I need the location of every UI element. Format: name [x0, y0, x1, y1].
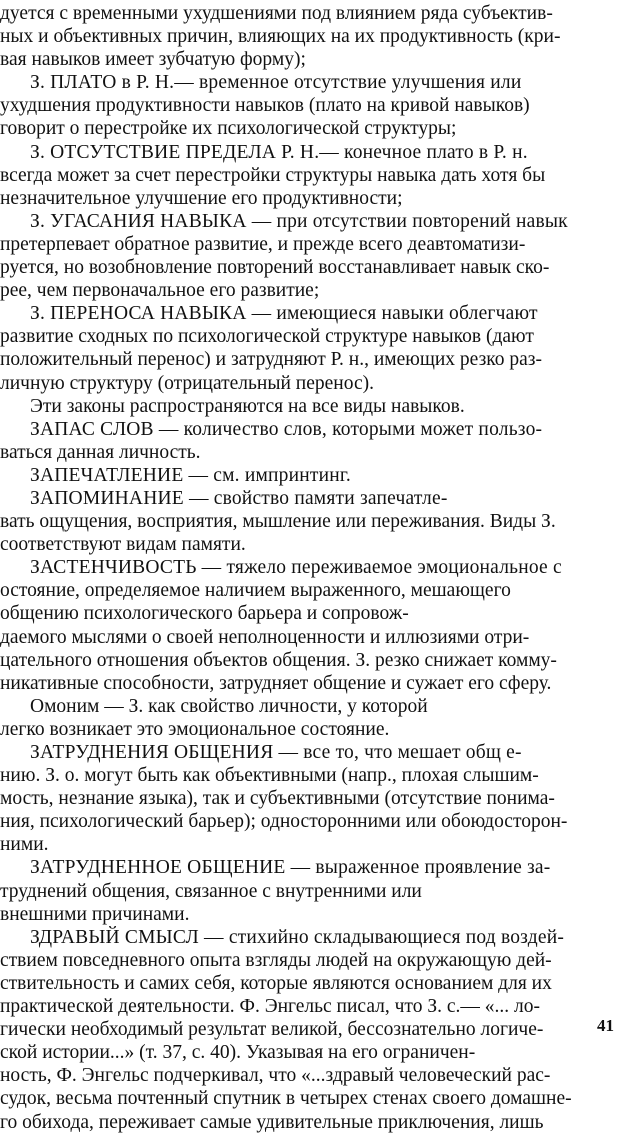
entry-heading-line: З. УГАСАНИЯ НАВЫКА — при отсутствии повторений навык	[30, 210, 568, 232]
text-line: мость, незнание языка), так и субъективными (отсутствие понима-	[0, 788, 555, 810]
text-line: общению психологического барьера и сопровож-	[0, 603, 409, 625]
entry-heading-line: З. ПЕРЕНОСА НАВЫКА — имеющиеся навыки облегчают	[30, 303, 538, 325]
text-line: развитие сходных по психологической структуре навыков (дают	[0, 326, 534, 348]
text-line: труднений общения, связанное с внутренними или	[0, 880, 422, 902]
text-line: претерпевает обратное развитие, и прежде всего деавтоматизи-	[0, 233, 526, 255]
text-line: ваться данная личность.	[0, 441, 201, 463]
text-line: руется, но возобновление повторений восстанавливает навык ско-	[0, 257, 550, 279]
text-line: Омоним — З. как свойство личности, у которой	[30, 695, 428, 717]
text-line: практической деятельности. Ф. Энгельс писал, что З. с.— «... ло-	[0, 996, 540, 1018]
text-line: гически необходимый результат великой, бессознательно логиче-	[0, 1019, 544, 1041]
text-line: никативные способности, затрудняет общение и сужает его сферу.	[0, 672, 552, 694]
text-line: нию. З. о. могут быть как объективными (напр., плохая слышим-	[0, 765, 539, 787]
text-line: вать ощущения, восприятия, мышление или переживания. Виды З.	[0, 511, 556, 533]
page-number: 41	[597, 1016, 614, 1035]
text-line: вая навыков имеет зубчатую форму);	[0, 49, 306, 71]
text-line: незначительное улучшение его продуктивности;	[0, 187, 403, 209]
entry-heading-line: З. ОТСУТСТВИЕ ПРЕДЕЛА Р. Н.— конечное плато в Р. н.	[30, 141, 528, 163]
text-line: Эти законы распространяются на все виды навыков.	[30, 395, 465, 417]
text-line: ствительность и самих себя, которые являются основанием для их	[0, 972, 552, 994]
text-line: легко возникает это эмоциональное состояние.	[0, 718, 390, 740]
entry-heading-line: ЗДРАВЫЙ СМЫСЛ — стихийно складывающиеся под воздей-	[30, 926, 565, 948]
text-line: даемого мыслями о своей неполноценности и иллюзиями отри-	[0, 626, 530, 648]
text-line: всегда может за счет перестройки структуры навыка дать хотя бы	[0, 164, 546, 186]
entry-heading-line: ЗАПЕЧАТЛЕНИЕ — см. импринтинг.	[30, 464, 351, 486]
text-line: говорит о перестройке их психологической структуры;	[0, 118, 457, 140]
text-line: дуется с временными ухудшениями под влиянием ряда субъектив-	[0, 3, 553, 24]
text-line: личную структуру (отрицательный перенос).	[0, 372, 374, 394]
entry-heading-line: ЗАСТЕНЧИВОСТЬ — тяжело переживаемое эмоциональное с	[30, 557, 562, 579]
text-line: го обихода, переживает самые удивительные приключения, лишь	[0, 1111, 544, 1133]
entry-heading-line: ЗАПАС СЛОВ — количество слов, которыми может пользо-	[30, 418, 543, 440]
text-line: ухудшения продуктивности навыков (плато на кривой навыков)	[0, 95, 530, 117]
text-line: внешними причинами.	[0, 903, 190, 925]
text-line: ской истории...» (т. 37, с. 40). Указывая на его ограничен-	[0, 1042, 476, 1064]
text-line: положительный перенос) и затрудняют Р. н., имеющих резко раз-	[0, 349, 542, 371]
text-line: судок, весьма почтенный спутник в четырех стенах своего домашне-	[0, 1088, 572, 1110]
text-line: ность, Ф. Энгельс подчеркивал, что «...здравый человеческий рас-	[0, 1065, 551, 1087]
body-text	[0, 2, 620, 1134]
text-line: рее, чем первоначальное его развитие;	[0, 280, 320, 302]
entry-heading-line: ЗАТРУДНЕНИЯ ОБЩЕНИЯ — все то, что мешает общ е-	[30, 742, 522, 763]
entry-heading-line: З. ПЛАТО в Р. Н.— временное отсутствие улучшения или	[30, 72, 522, 94]
text-line: ствием повседневного опыта взгляды людей на окружающую дей-	[0, 949, 552, 971]
text-line: остояние, определяемое наличием выраженного, мешающего	[0, 580, 511, 602]
entry-heading-line: ЗАПОМИНАНИЕ — свойство памяти запечатле-	[30, 487, 448, 509]
text-line: соответствуют видам памяти.	[0, 534, 246, 556]
text-line: ных и объективных причин, влияющих на их продуктивность (кри-	[0, 26, 561, 48]
entry-heading-line: ЗАТРУДНЕННОЕ ОБЩЕНИЕ — выраженное проявление за-	[30, 857, 551, 879]
text-line: цательного отношения объектов общения. З. резко снижает комму-	[0, 649, 557, 671]
text-line: ними.	[0, 834, 49, 856]
text-line: ния, психологический барьер); односторонними или обоюдосторон-	[0, 811, 568, 833]
